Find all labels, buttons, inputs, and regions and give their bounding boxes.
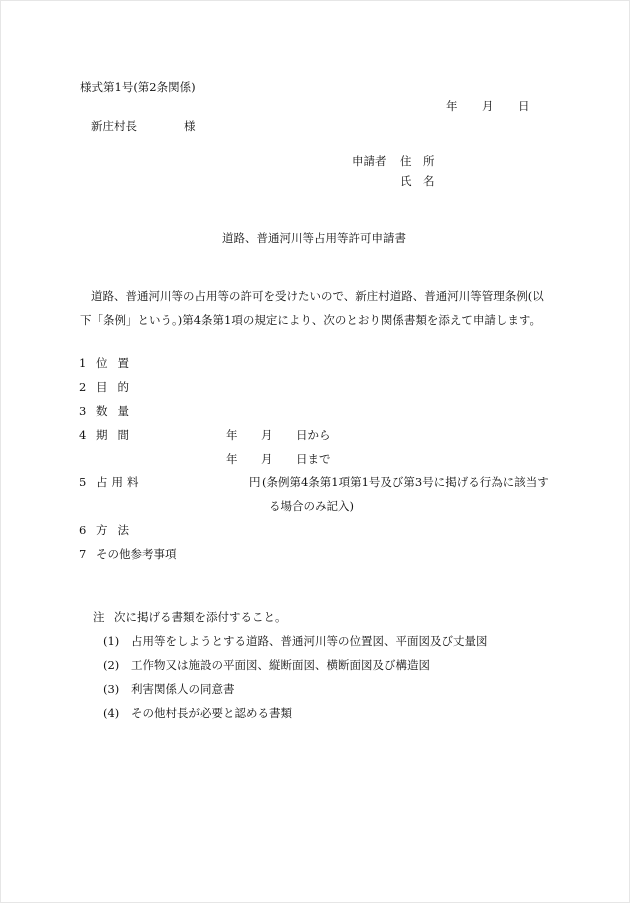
note-3-text: 利害関係人の同意書 bbox=[131, 682, 235, 696]
period-to-day: 日まで bbox=[296, 452, 331, 466]
fee-note-line-1: (条例第4条第1項第1号及び第3号に掲げる行為に該当す bbox=[262, 475, 549, 489]
item-5-label: 占用料 bbox=[96, 475, 143, 489]
honorific: 様 bbox=[184, 119, 196, 133]
fee-unit: 円 bbox=[249, 475, 261, 489]
item-2-label: 目的 bbox=[96, 380, 139, 394]
note-2-number: (2) bbox=[103, 658, 120, 672]
item-7-number: 7 bbox=[79, 547, 87, 561]
note-heading: 次に掲げる書類を添付すること。 bbox=[114, 610, 287, 624]
period-from-month: 月 bbox=[261, 428, 273, 442]
item-2-number: 2 bbox=[79, 380, 87, 394]
date-day-label: 日 bbox=[518, 99, 530, 113]
document-title: 道路、普通河川等占用等許可申請書 bbox=[222, 231, 406, 245]
item-1-label: 位置 bbox=[96, 356, 139, 370]
name-label: 氏 名 bbox=[400, 174, 435, 188]
note-2-text: 工作物又は施設の平面図、縦断面図、横断面図及び構造図 bbox=[131, 658, 430, 672]
period-to-month: 月 bbox=[261, 452, 273, 466]
item-4-label: 期間 bbox=[96, 428, 139, 442]
addressee: 新庄村長 bbox=[91, 119, 137, 133]
item-6-label: 方法 bbox=[96, 523, 139, 537]
body-line-2: 下「条例」という。)第4条第1項の規定により、次のとおり関係書類を添えて申請します。 bbox=[80, 313, 541, 327]
period-from-day: 日から bbox=[296, 428, 331, 442]
item-5-number: 5 bbox=[79, 475, 87, 489]
note-4-text: その他村長が必要と認める書類 bbox=[131, 706, 292, 720]
body-line-1: 道路、普通河川等の占用等の許可を受けたいので、新庄村道路、普通河川等管理条例(以 bbox=[91, 289, 544, 303]
address-label: 住 所 bbox=[400, 154, 435, 168]
note-mark: 注 bbox=[93, 610, 105, 624]
date-month-label: 月 bbox=[482, 99, 494, 113]
date-year-label: 年 bbox=[446, 99, 458, 113]
note-3-number: (3) bbox=[103, 682, 120, 696]
fee-note-line-2: る場合のみ記入) bbox=[269, 499, 354, 513]
note-4-number: (4) bbox=[103, 706, 120, 720]
form-number: 様式第1号(第2条関係) bbox=[80, 80, 196, 94]
period-to-year: 年 bbox=[226, 452, 238, 466]
note-1-text: 占用等をしようとする道路、普通河川等の位置図、平面図及び丈量図 bbox=[131, 634, 488, 648]
period-from-year: 年 bbox=[226, 428, 238, 442]
item-7-label: その他参考事項 bbox=[96, 547, 177, 561]
item-1-number: 1 bbox=[79, 356, 87, 370]
item-3-number: 3 bbox=[79, 404, 87, 418]
item-4-number: 4 bbox=[79, 428, 87, 442]
item-3-label: 数量 bbox=[96, 404, 139, 418]
item-6-number: 6 bbox=[79, 523, 87, 537]
note-1-number: (1) bbox=[103, 634, 120, 648]
applicant-label: 申請者 bbox=[352, 154, 387, 168]
